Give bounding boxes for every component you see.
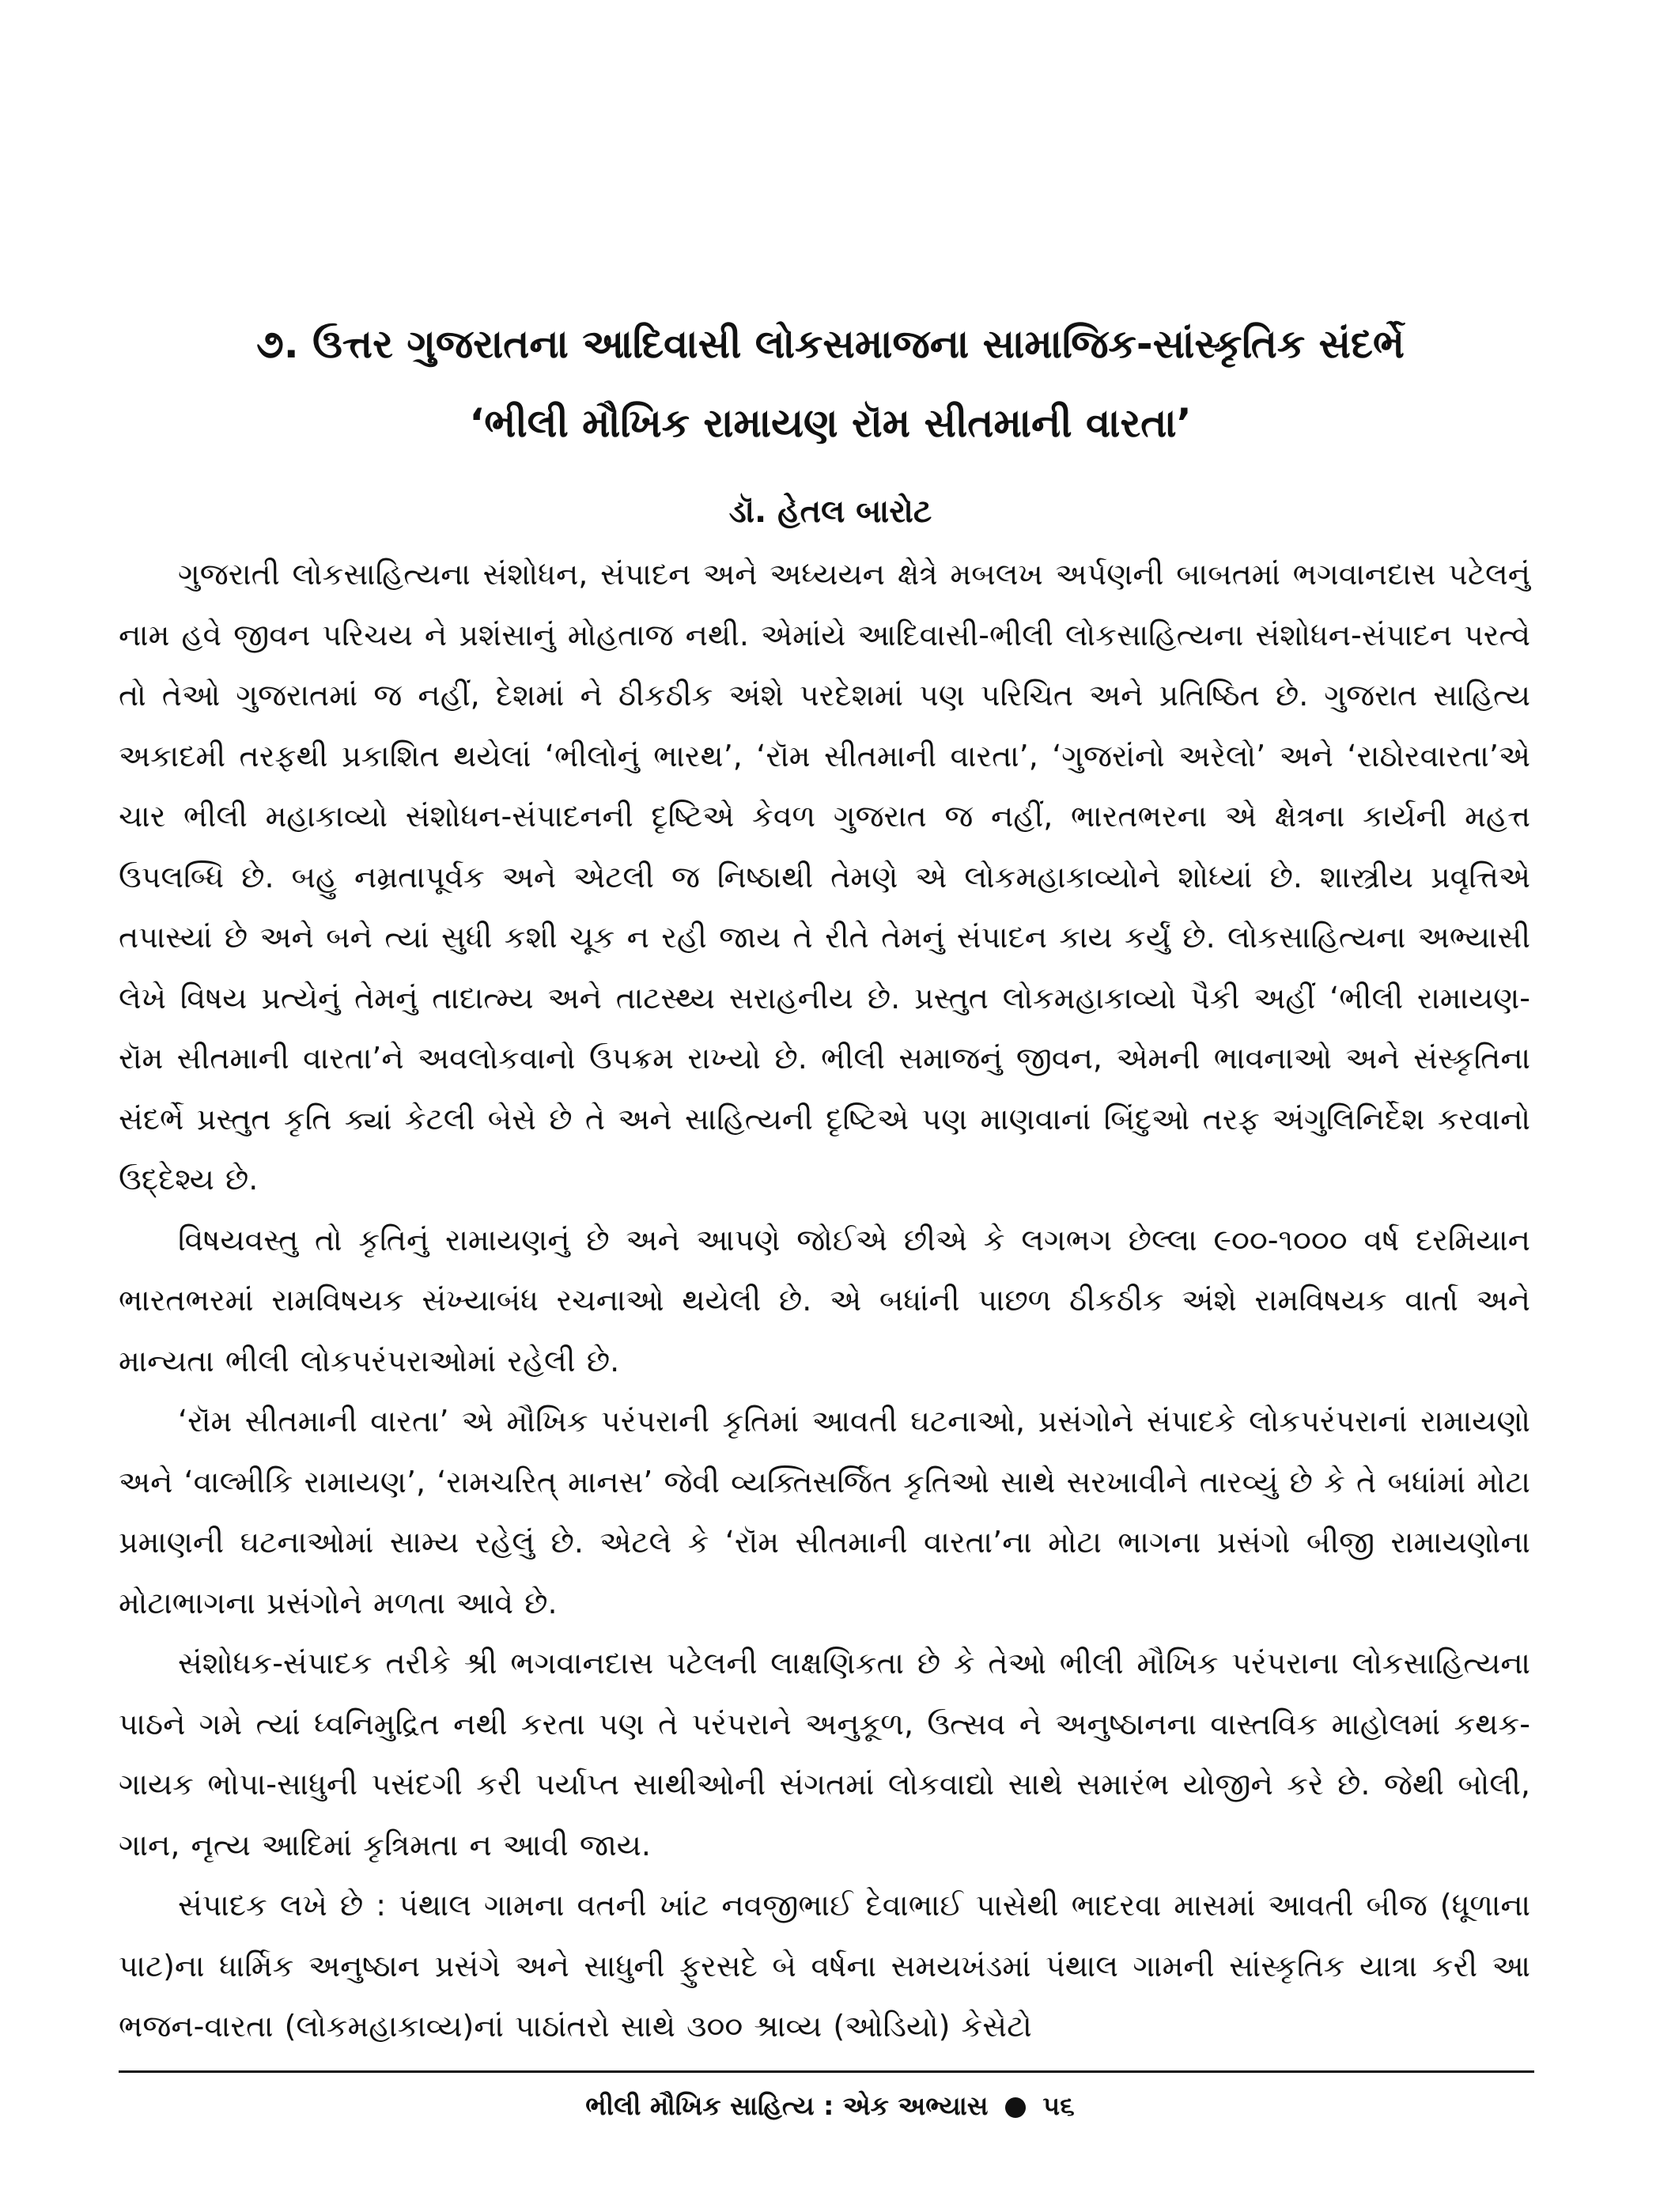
- footer-book-title: ભીલી મૌખિક સાહિત્ય : એક અભ્યાસ: [585, 2090, 989, 2121]
- paragraph-5: સંપાદક લખે છે : પંથાલ ગામના વતની ખાંટ નવજીભાઈ દેવાભાઈ પાસેથી ભાદરવા માસમાં આવતી બીજ (ધૂળાના પાટ)ના ધાર્મિક અનુષ્ઠાન પ્રસંગે અને સાધુની ફુરસદે બે વર્ષના સમયખંડમાં પંથાલ ગામની સાંસ્કૃતિક યાત્રા કરી આ ભજન-વારતા (લોકમહાકાવ્ય)નાં પાઠાંતરો સાથે ૩૦૦ શ્રાવ્ય (ઓડિયો) કેસેટો: [119, 1888, 1530, 2044]
- title-line-1: ૭. ઉત્તર ગુજરાતના આદિવાસી લોકસમાજના સામાજિક-સાંસ્કૃતિક સંદર્ભે: [255, 321, 1405, 367]
- paragraph-3: ‘રૉમ સીતમાની વારતા’ એ મૌખિક પરંપરાની કૃતિમાં આવતી ઘટનાઓ, પ્રસંગોને સંપાદકે લોકપરંપરાનાં રામાયણો અને ‘વાલ્મીકિ રામાયણ’, ‘રામચરિત્ માનસ’ જેવી વ્યક્તિસર્જિત કૃતિઓ સાથે સરખાવીને તારવ્યું છે કે તે બધાંમાં મોટા પ્રમાણની ઘટનાઓમાં સામ્ય રહેલું છે. એટલે કે ‘રૉમ સીતમાની વારતા’ના મોટા ભાગના પ્રસંગો બીજી રામાયણોના મોટાભાગના પ્રસંગોને મળતા આવે છે.: [119, 1404, 1530, 1620]
- footer-divider: [119, 2070, 1534, 2073]
- bullet-icon: [1005, 2097, 1026, 2118]
- author-name: ડૉ. હેતલ બારોટ: [728, 493, 932, 530]
- title-line-2: ‘ભીલી મૌખિક રામાયણ રૉમ સીતમાની વારતા’: [469, 400, 1192, 446]
- paragraph-4: સંશોધક-સંપાદક તરીકે શ્રી ભગવાનદાસ પટેલની લાક્ષણિકતા છે કે તેઓ ભીલી મૌખિક પરંપરાના લોકસાહિત્યના પાઠને ગમે ત્યાં ધ્વનિમુદ્રિત નથી કરતા પણ તે પરંપરાને અનુકૂળ, ઉત્સવ ને અનુષ્ઠાનના વાસ્તવિક માહોલમાં કથક-ગાયક ભોપા-સાધુની પસંદગી કરી પર્યાપ્ત સાથીઓની સંગતમાં લોકવાદ્યો સાથે સમારંભ યોજીને કરે છે. જેથી બોલી, ગાન, નૃત્ય આદિમાં કૃત્રિમતા ન આવી જાય.: [119, 1646, 1530, 1862]
- footer-page-number: ૫૬: [1042, 2090, 1075, 2121]
- paragraph-1: ગુજરાતી લોકસાહિત્યના સંશોધન, સંપાદન અને અધ્યયન ક્ષેત્રે મબલખ અર્પણની બાબતમાં ભગવાનદાસ પટેલનું નામ હવે જીવન પરિચય ને પ્રશંસાનું મોહતાજ નથી. એમાંયે આદિવાસી-ભીલી લોકસાહિત્યના સંશોધન-સંપાદન પરત્વે તો તેઓ ગુજરાતમાં જ નહીં, દેશમાં ને ઠીકઠીક અંશે પરદેશમાં પણ પરિચિત અને પ્રતિષ્ઠિત છે. ગુજરાત સાહિત્ય અકાદમી તરફથી પ્રકાશિત થયેલાં ‘ભીલોનું ભારથ’, ‘રૉમ સીતમાની વારતા’, ‘ગુજરાંનો અરેલો’ અને ‘રાઠોરવારતા’એ ચાર ભીલી મહાકાવ્યો સંશોધન-સંપાદનની દૃષ્ટિએ કેવળ ગુજરાત જ નહીં, ભારતભરના એ ક્ષેત્રના કાર્યની મહત્ત ઉપલબ્ધિ છે. બહુ નમ્રતાપૂર્વક અને એટલી જ નિષ્ઠાથી તેમણે એ લોકમહાકાવ્યોને શોધ્યાં છે. શાસ્ત્રીય પ્રવૃત્તિએ તપાસ્યાં છે અને બને ત્યાં સુધી કશી ચૂક ન રહી જાય તે રીતે તેમનું સંપાદન કાય કર્યું છે. લોકસાહિત્યના અભ્યાસી લેખે વિષય પ્રત્યેનું તેમનું તાદાત્મ્ય અને તાટસ્થ્ય સરાહનીય છે. પ્રસ્તુત લોકમહાકાવ્યો પૈકી અહીં ‘ભીલી રામાયણ-રૉમ સીતમાની વારતા’ને અવલોકવાનો ઉપક્રમ રાખ્યો છે. ભીલી સમાજનું જીવન, એમની ભાવનાઓ અને સંસ્કૃતિના સંદર્ભે પ્રસ્તુત કૃતિ ક્યાં કેટલી બેસે છે તે અને સાહિત્યની દૃષ્ટિએ પણ માણવાનાં બિંદુઓ તરફ અંગુલિનિર્દેશ કરવાનો ઉદ્દેશ્ય છે.: [119, 557, 1530, 1197]
- page-footer: [0, 2078, 1660, 2134]
- paragraph-2: વિષયવસ્તુ તો કૃતિનું રામાયણનું છે અને આપણે જોઈએ છીએ કે લગભગ છેલ્લા ૯૦૦-૧૦૦૦ વર્ષ દરમિયાન ભારતભરમાં રામવિષયક સંખ્યાબંધ રચનાઓ થયેલી છે. એ બધાંની પાછળ ઠીકઠીક અંશે રામવિષયક વાર્તા અને માન્યતા ભીલી લોકપરંપરાઓમાં રહેલી છે.: [119, 1222, 1530, 1378]
- article-title: [119, 304, 1542, 463]
- article-body: [119, 544, 1530, 2057]
